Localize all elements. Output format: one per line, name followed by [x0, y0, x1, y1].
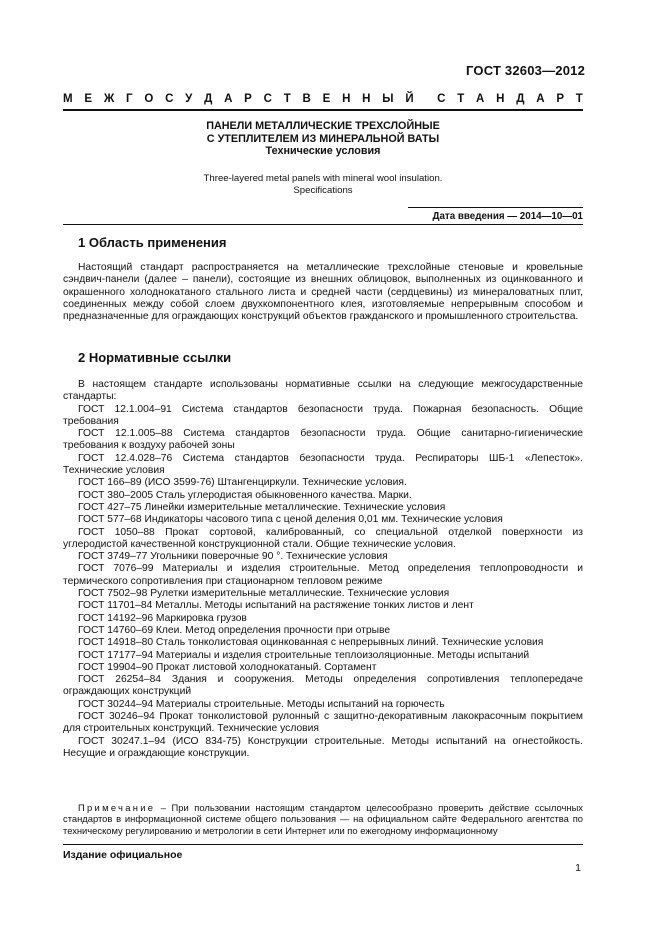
reference-item: ГОСТ 26254–84 Здания и сооружения. Методы определения сопротивления теплопередаче ограждающих конструкций [63, 674, 583, 698]
reference-item: ГОСТ 7076–99 Материалы и изделия строительные. Метод определения теплопроводности и термического сопротивления при стационарном тепловом режиме [63, 563, 583, 587]
references-intro: В настоящем стандарте использованы нормативные ссылки на следующие межгосударственные стандарты: [63, 379, 583, 403]
banner-letter: Г [126, 93, 133, 105]
reference-item: ГОСТ 14918–80 Сталь тонколистовая оцинкованная с непрерывных линий. Технические условия [78, 637, 544, 649]
reference-item: ГОСТ 1050–88 Прокат сортовой, калиброванный, со специальной отделкой поверхности из углеродистой качественной конструкционной стали. Общие технические условия. [63, 526, 583, 550]
reference-item: ГОСТ 11701–84 Металлы. Методы испытаний на растяжение тонких листов и лент [78, 600, 474, 612]
banner-letter: Т [457, 93, 465, 105]
banner-letter: Е [84, 93, 93, 105]
title-subtitle: Технические условия [265, 145, 381, 157]
title-line: ПАНЕЛИ МЕТАЛЛИЧЕСКИЕ ТРЕХСЛОЙНЫЕ [206, 120, 440, 132]
banner-letter: Д [204, 93, 213, 105]
banner-letter: Т [575, 93, 583, 105]
reference-item: ГОСТ 19904–90 Прокат листовой холоднокатаный. Сортамент [78, 661, 377, 673]
reference-item: ГОСТ 3749–77 Угольники поверочные 90 °. Технические условия [78, 551, 388, 563]
banner-letter: Р [556, 93, 564, 105]
banner-letter: С [437, 93, 446, 105]
banner-letter: Е [322, 93, 331, 105]
banner-letter: А [476, 93, 485, 105]
banner-letter: Ы [382, 93, 394, 105]
date-rule [408, 207, 583, 208]
banner-letter: О [144, 93, 154, 105]
banner-letter: Й [405, 93, 414, 105]
gost-number: ГОСТ 32603—2012 [466, 63, 585, 78]
reference-item: ГОСТ 166–89 (ИСО 3599-76) Штангенциркули. Технические условия. [78, 477, 407, 489]
reference-item: ГОСТ 12.1.004–91 Система стандартов безопасности труда. Пожарная безопасность. Общие требования [63, 403, 583, 427]
section-heading: 1 Область применения [78, 235, 227, 250]
banner-letter: Н [342, 93, 351, 105]
reference-item: ГОСТ 14192–96 Маркировка грузов [78, 612, 247, 624]
reference-item: ГОСТ 12.4.028–76 Система стандартов безопасности труда. Респираторы ШБ-1 «Лепесток». Технические условия [63, 452, 583, 477]
reference-item: ГОСТ 380–2005 Сталь углеродистая обыкновенного качества. Марки. [78, 489, 412, 501]
banner-letter: Ж [103, 93, 115, 105]
banner-letter: Н [496, 93, 505, 105]
reference-item: ГОСТ 14760–69 Клеи. Метод определения прочности при отрыве [78, 624, 391, 636]
note-label: Примечание [78, 802, 156, 813]
reference-item: ГОСТ 17177–94 Материалы и изделия строительные теплоизоляционные. Методы испытаний [78, 649, 530, 661]
page-number: 1 [575, 862, 581, 874]
reference-item: ГОСТ 7502–98 Рулетки измерительные металлические. Технические условия [78, 588, 450, 600]
section-paragraph: Настоящий стандарт распространяется на металлические трехслойные стеновые и кровельные сэндвич-панели (далее – панели), состоящие из внешних облицовок, выполненных из оцинкованного и окрашенного холоднокатаного стального листа и средней части (сердцевины) из минераловатных плит, соединенных между собой слоем двухкомпонентного клея, изготовляемые непрерывным способом и предназначенные для ограждающих конструкций объектов гражданского и промышленного строительства. [63, 262, 583, 323]
banner-letter: А [536, 93, 545, 105]
interstate-standard-banner [63, 93, 583, 105]
banner-letter: М [63, 93, 73, 105]
footer-rule [63, 844, 583, 845]
note-paragraph [63, 802, 583, 836]
introduction-date: Дата введения — 2014—10—01 [432, 211, 583, 222]
official-edition-label: Издание официальное [63, 849, 183, 861]
reference-item: ГОСТ 427–75 Линейки измерительные металлические. Технические условия [78, 501, 446, 513]
reference-item: ГОСТ 30246–94 Прокат тонколистовой рулонный с защитно-декоративным лакокрасочным покрытием для строительных конструкций. Технические условия [63, 711, 583, 735]
reference-item: ГОСТ 30244–94 Материалы строительные. Методы испытаний на горючесть [78, 698, 445, 710]
references-list [63, 379, 583, 760]
english-title-line: Specifications [293, 185, 353, 196]
date-underline [63, 224, 583, 225]
banner-letter: Д [516, 93, 525, 105]
note-text: – При пользовании настоящим стандартом целесообразно проверить действие ссылочных стандартов в информационной системе общего пользования — на официальном сайте Федерального агентства по техническому регулированию и метрологии в сети Интернет или по ежегодному информационному [63, 802, 583, 836]
title-block [63, 120, 583, 158]
banner-letter: Н [362, 93, 371, 105]
banner-rule [63, 109, 583, 111]
reference-item: ГОСТ 30247.1–94 (ИСО 834-75) Конструкции строительные. Методы испытаний на огнестойкость. Несущие и ограждающие конструкции. [63, 735, 583, 759]
banner-letter: С [165, 93, 174, 105]
banner-letter: С [263, 93, 272, 105]
banner-letter: В [302, 93, 311, 105]
english-title-line: Three-layered metal panels with mineral wool insulation. [203, 173, 443, 184]
title-line: С УТЕПЛИТЕЛЕМ ИЗ МИНЕРАЛЬНОЙ ВАТЫ [206, 132, 440, 145]
banner-letter: Р [244, 93, 252, 105]
reference-item: ГОСТ 12.1.005–88 Система стандартов безопасности труда. Общие санитарно-гигиенические требования к воздуху рабочей зоны [63, 428, 583, 452]
reference-item: ГОСТ 577–68 Индикаторы часового типа с ценой деления 0,01 мм. Технические условия [78, 514, 503, 526]
english-title [63, 173, 583, 197]
section-heading: 2 Нормативные ссылки [78, 350, 232, 365]
banner-letter: Т [283, 93, 291, 105]
banner-letter: А [224, 93, 233, 105]
banner-letter: У [185, 93, 193, 105]
